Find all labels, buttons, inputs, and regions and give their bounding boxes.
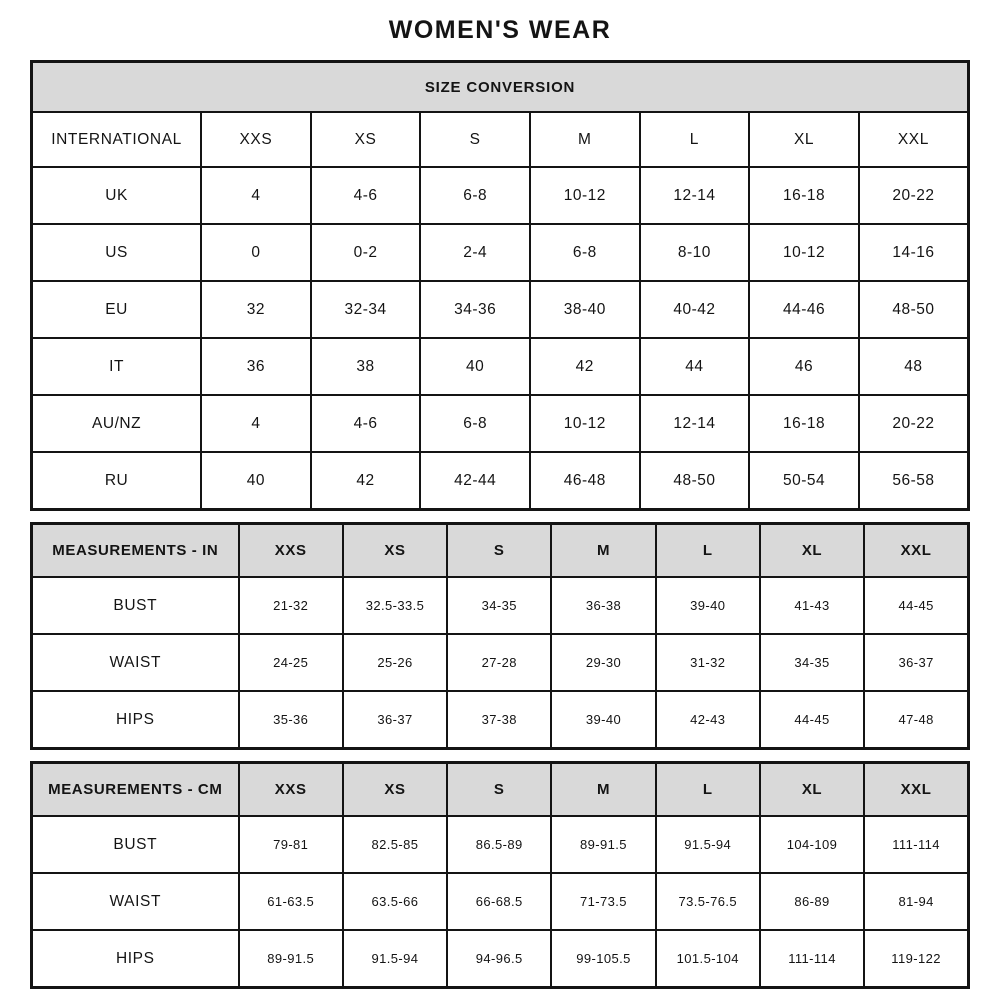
size-value: 46	[749, 338, 859, 395]
size-value: 42-44	[420, 452, 530, 510]
measurement-value: 86.5-89	[447, 816, 551, 873]
measurement-value: 81-94	[864, 873, 968, 930]
column-header-s: S	[447, 763, 551, 817]
size-value: 32	[201, 281, 311, 338]
size-value: 0	[201, 224, 311, 281]
column-header-l: L	[640, 112, 750, 167]
size-value: 42	[530, 338, 640, 395]
size-value: 38	[311, 338, 421, 395]
table-caption: SIZE CONVERSION	[32, 62, 969, 113]
measurement-value: 66-68.5	[447, 873, 551, 930]
column-header-xxs: XXS	[239, 763, 343, 817]
measurement-value: 34-35	[760, 634, 864, 691]
size-value: 42	[311, 452, 421, 510]
measurement-value: 91.5-94	[656, 816, 760, 873]
row-label-us: US	[32, 224, 202, 281]
column-header-m: M	[551, 763, 655, 817]
column-header-xs: XS	[343, 524, 447, 578]
measurement-value: 44-45	[864, 577, 968, 634]
row-label-eu: EU	[32, 281, 202, 338]
table-row	[32, 281, 969, 338]
measurement-value: 91.5-94	[343, 930, 447, 988]
size-value: 48-50	[640, 452, 750, 510]
measurement-value: 61-63.5	[239, 873, 343, 930]
measurement-value: 111-114	[760, 930, 864, 988]
column-header-xxl: XXL	[864, 763, 968, 817]
column-header-xxs: XXS	[201, 112, 311, 167]
column-header-measurements-cm: MEASUREMENTS - CM	[32, 763, 239, 817]
measurement-value: 34-35	[447, 577, 551, 634]
measurements-cm-table	[30, 761, 970, 989]
measurement-value: 99-105.5	[551, 930, 655, 988]
measurement-value: 89-91.5	[551, 816, 655, 873]
measurement-value: 39-40	[551, 691, 655, 749]
page-title: WOMEN'S WEAR	[388, 16, 612, 44]
size-value: 0-2	[311, 224, 421, 281]
column-header-m: M	[551, 524, 655, 578]
size-value: 4	[201, 395, 311, 452]
size-value: 56-58	[859, 452, 969, 510]
size-value: 16-18	[749, 395, 859, 452]
row-label-hips: HIPS	[32, 930, 239, 988]
measurement-value: 89-91.5	[239, 930, 343, 988]
measurement-value: 119-122	[864, 930, 968, 988]
table-header-row	[32, 763, 969, 817]
measurement-value: 101.5-104	[656, 930, 760, 988]
measurement-value: 21-32	[239, 577, 343, 634]
measurement-value: 71-73.5	[551, 873, 655, 930]
table-row	[32, 577, 969, 634]
column-header-m: M	[530, 112, 640, 167]
size-value: 8-10	[640, 224, 750, 281]
row-label-bust: BUST	[32, 577, 239, 634]
table-row	[32, 395, 969, 452]
size-value: 20-22	[859, 395, 969, 452]
table-row	[32, 873, 969, 930]
measurement-value: 36-38	[551, 577, 655, 634]
column-header-xs: XS	[343, 763, 447, 817]
column-header-international: INTERNATIONAL	[32, 112, 202, 167]
size-value: 10-12	[530, 167, 640, 224]
column-header-xl: XL	[760, 763, 864, 817]
size-value: 4-6	[311, 167, 421, 224]
measurement-value: 79-81	[239, 816, 343, 873]
measurement-value: 44-45	[760, 691, 864, 749]
size-value: 44	[640, 338, 750, 395]
size-value: 6-8	[420, 395, 530, 452]
measurement-value: 73.5-76.5	[656, 873, 760, 930]
measurement-value: 37-38	[447, 691, 551, 749]
row-label-waist: WAIST	[32, 634, 239, 691]
row-label-uk: UK	[32, 167, 202, 224]
measurement-value: 36-37	[343, 691, 447, 749]
measurement-value: 47-48	[864, 691, 968, 749]
measurement-value: 42-43	[656, 691, 760, 749]
size-value: 16-18	[749, 167, 859, 224]
table-row	[32, 816, 969, 873]
column-header-xs: XS	[311, 112, 421, 167]
measurement-value: 39-40	[656, 577, 760, 634]
column-header-xxl: XXL	[864, 524, 968, 578]
measurement-value: 35-36	[239, 691, 343, 749]
size-value: 50-54	[749, 452, 859, 510]
size-value: 48	[859, 338, 969, 395]
measurement-value: 94-96.5	[447, 930, 551, 988]
column-header-xxs: XXS	[239, 524, 343, 578]
table-row	[32, 224, 969, 281]
size-value: 40	[201, 452, 311, 510]
row-label-waist: WAIST	[32, 873, 239, 930]
table-row	[32, 452, 969, 510]
size-value: 2-4	[420, 224, 530, 281]
column-header-s: S	[420, 112, 530, 167]
column-header-xxl: XXL	[859, 112, 969, 167]
size-value: 40	[420, 338, 530, 395]
size-value: 40-42	[640, 281, 750, 338]
column-header-measurements-in: MEASUREMENTS - IN	[32, 524, 239, 578]
column-header-l: L	[656, 763, 760, 817]
measurement-value: 29-30	[551, 634, 655, 691]
table-row	[32, 338, 969, 395]
size-value: 6-8	[530, 224, 640, 281]
column-header-xl: XL	[749, 112, 859, 167]
measurement-value: 86-89	[760, 873, 864, 930]
measurement-value: 104-109	[760, 816, 864, 873]
table-row	[32, 691, 969, 749]
column-header-s: S	[447, 524, 551, 578]
measurement-value: 32.5-33.5	[343, 577, 447, 634]
column-header-xl: XL	[760, 524, 864, 578]
table-row	[32, 167, 969, 224]
size-value: 12-14	[640, 395, 750, 452]
size-value: 44-46	[749, 281, 859, 338]
size-value: 36	[201, 338, 311, 395]
table-row	[32, 634, 969, 691]
table-caption-row	[32, 62, 969, 113]
row-label-hips: HIPS	[32, 691, 239, 749]
size-value: 48-50	[859, 281, 969, 338]
measurement-value: 25-26	[343, 634, 447, 691]
size-value: 12-14	[640, 167, 750, 224]
size-value: 6-8	[420, 167, 530, 224]
size-conversion-table	[30, 60, 970, 511]
table-header-row	[32, 112, 969, 167]
size-value: 46-48	[530, 452, 640, 510]
size-value: 14-16	[859, 224, 969, 281]
measurement-value: 31-32	[656, 634, 760, 691]
measurement-value: 63.5-66	[343, 873, 447, 930]
size-value: 10-12	[749, 224, 859, 281]
size-value: 38-40	[530, 281, 640, 338]
measurement-value: 36-37	[864, 634, 968, 691]
measurement-value: 82.5-85	[343, 816, 447, 873]
row-label-aunz: AU/NZ	[32, 395, 202, 452]
measurements-in-table	[30, 522, 970, 750]
size-value: 34-36	[420, 281, 530, 338]
size-value: 10-12	[530, 395, 640, 452]
row-label-it: IT	[32, 338, 202, 395]
measurement-value: 41-43	[760, 577, 864, 634]
measurement-value: 24-25	[239, 634, 343, 691]
table-row	[32, 930, 969, 988]
size-value: 32-34	[311, 281, 421, 338]
size-value: 20-22	[859, 167, 969, 224]
table-header-row	[32, 524, 969, 578]
size-value: 4-6	[311, 395, 421, 452]
size-value: 4	[201, 167, 311, 224]
measurement-value: 27-28	[447, 634, 551, 691]
row-label-bust: BUST	[32, 816, 239, 873]
row-label-ru: RU	[32, 452, 202, 510]
measurement-value: 111-114	[864, 816, 968, 873]
column-header-l: L	[656, 524, 760, 578]
